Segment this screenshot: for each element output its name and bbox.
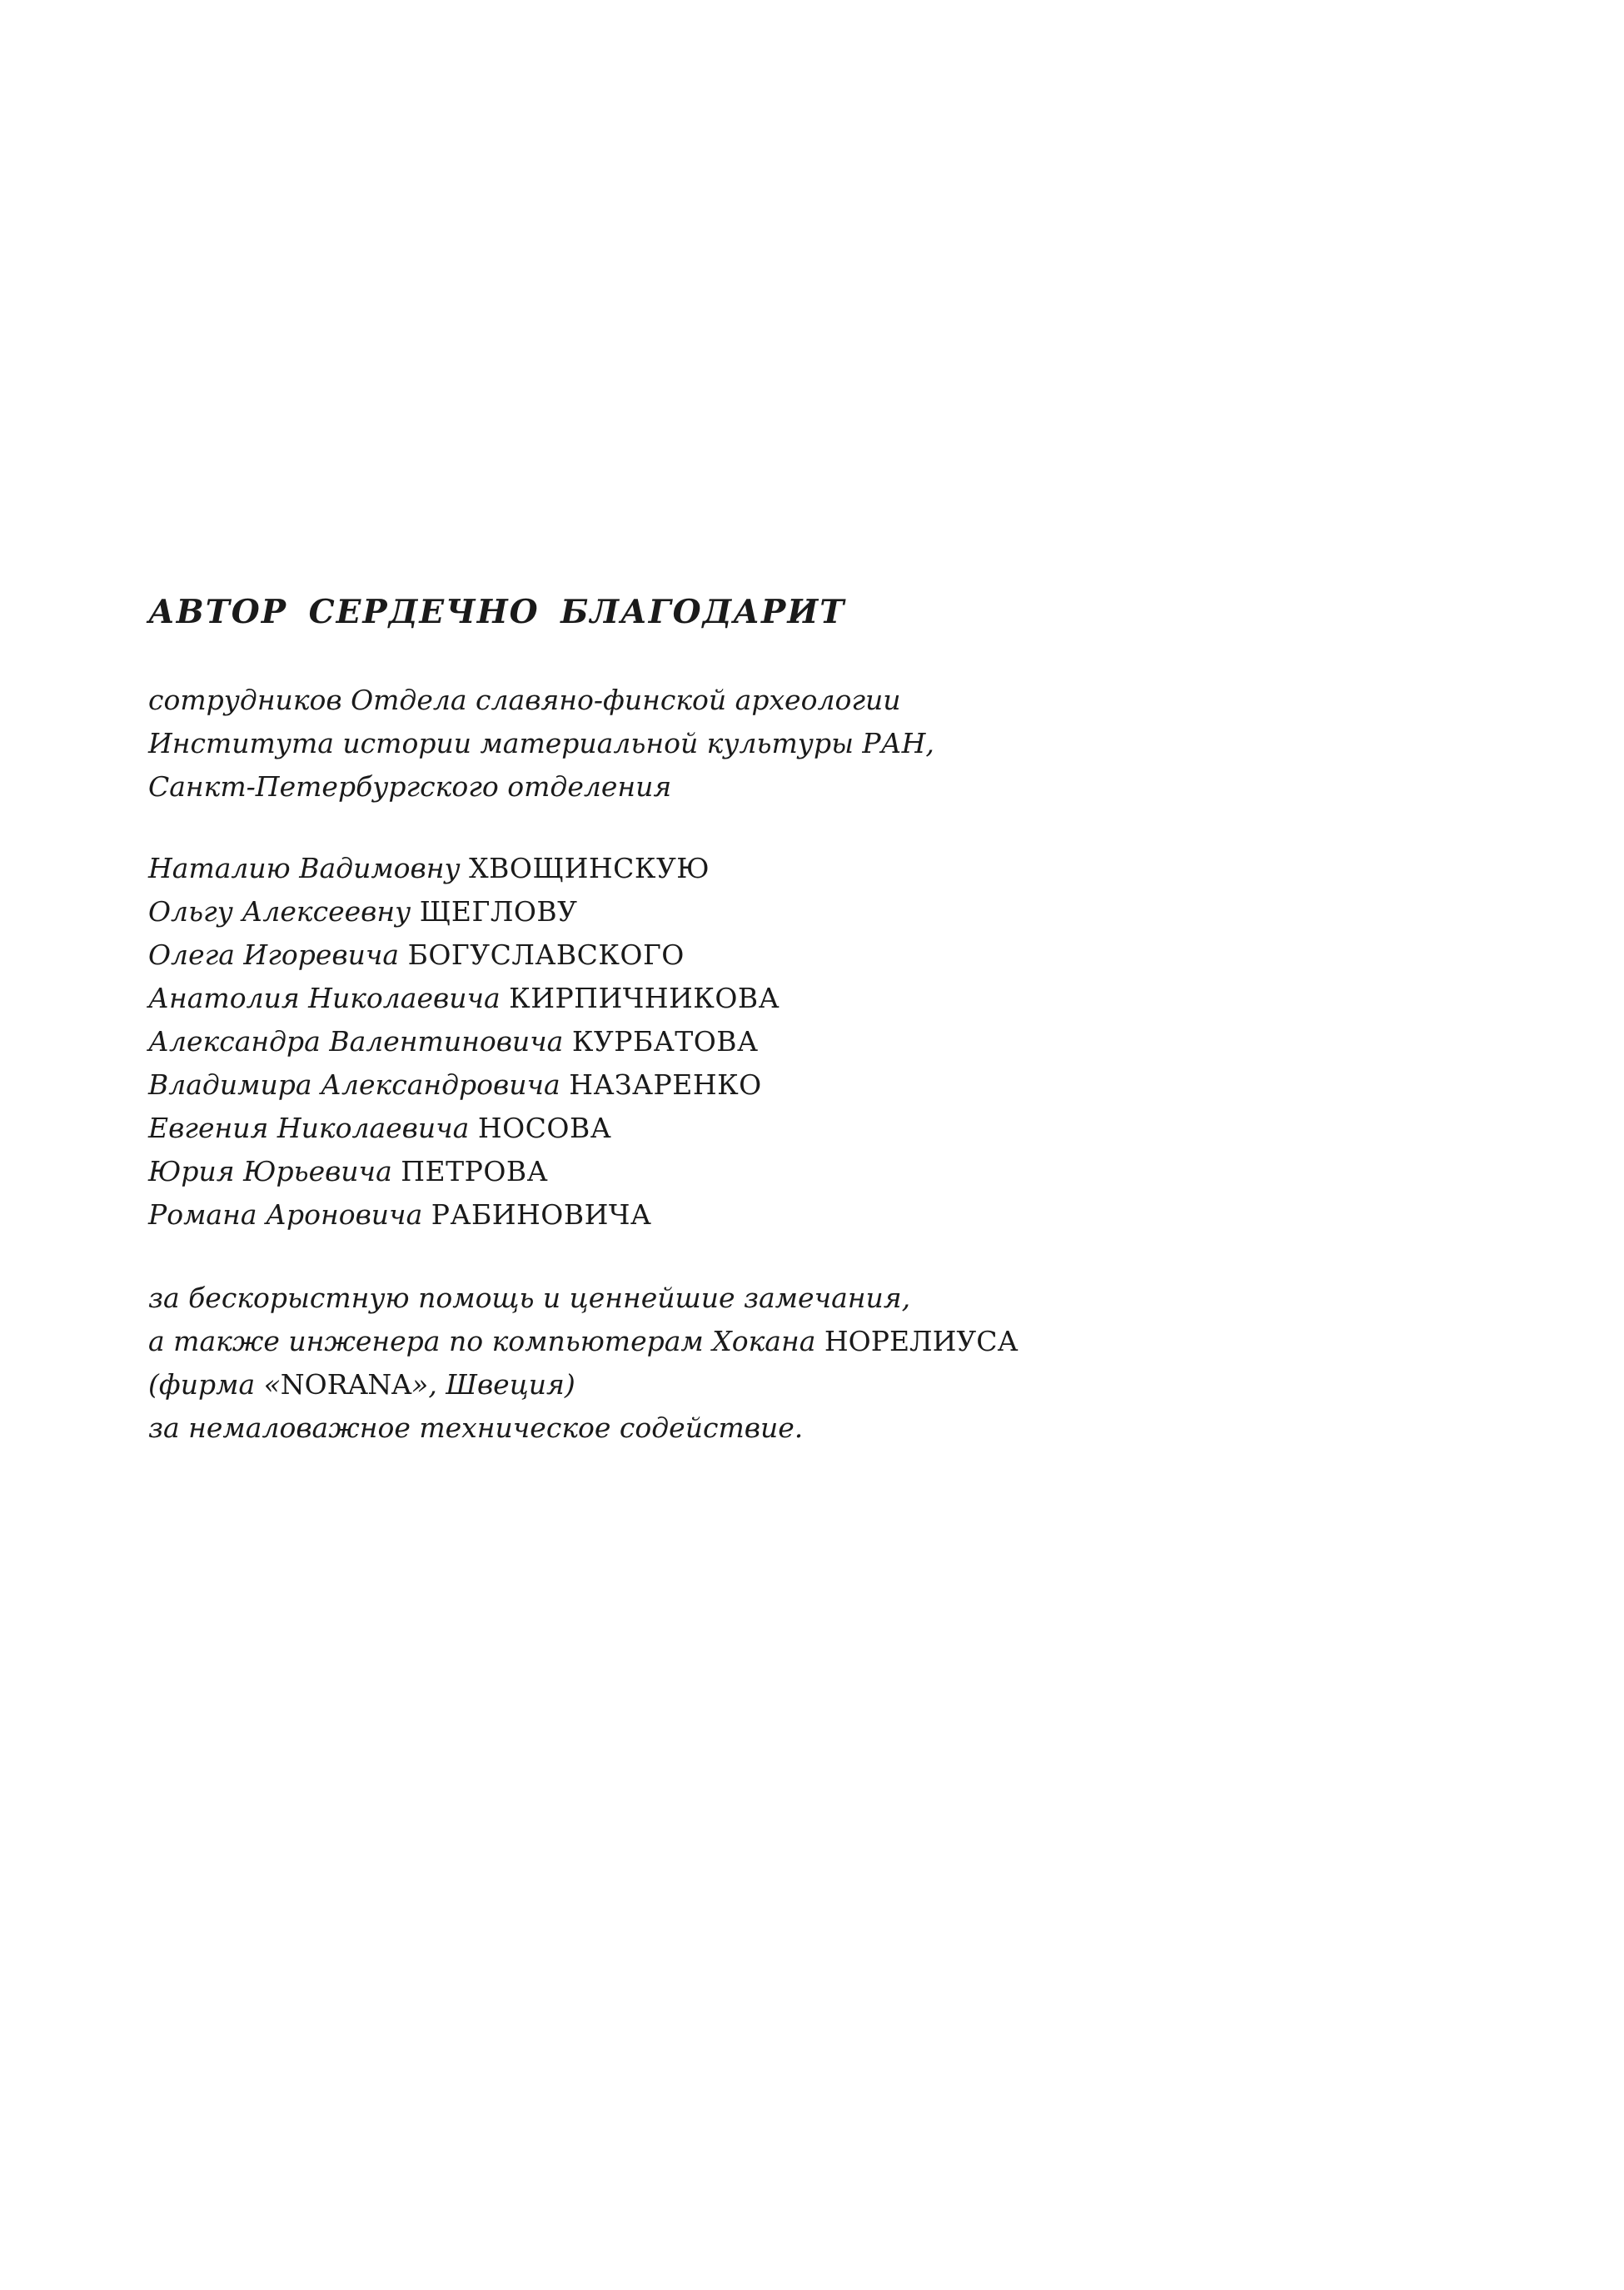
acknowledgements-block: [148, 587, 1397, 1450]
closing-paragraph: [148, 1277, 1397, 1450]
name-item: [148, 977, 1397, 1020]
surname: НОСОВА: [477, 1112, 612, 1144]
given-name: Ольгу Алексеевну: [148, 895, 411, 928]
closing-line-text: », Швеция): [411, 1368, 575, 1401]
surname: КИРПИЧНИКОВА: [509, 982, 780, 1014]
intro-paragraph: [148, 679, 1397, 809]
given-name: Юрия Юрьевича: [148, 1155, 392, 1187]
names-list: [148, 847, 1397, 1237]
given-name: Наталию Вадимовну: [148, 852, 461, 884]
given-name: Александра Валентиновича: [148, 1025, 564, 1058]
intro-line: Института истории материальной культуры РАН,: [148, 727, 934, 759]
closing-line: [148, 1363, 1397, 1406]
closing-line: [148, 1320, 1397, 1363]
intro-line: Санкт-Петербургского отделения: [148, 770, 672, 803]
engineer-surname: НОРЕЛИУСА: [824, 1325, 1019, 1357]
name-item: [148, 890, 1397, 933]
company-name: NORANA: [280, 1368, 412, 1401]
closing-line-text: (фирма «: [148, 1368, 281, 1401]
given-name: Романа Ароновича: [148, 1198, 423, 1231]
closing-line: за бескорыстную помощь и ценнейшие замечания,: [148, 1282, 911, 1314]
surname: ХВОЩИНСКУЮ: [469, 852, 710, 884]
intro-line: сотрудников Отдела славяно-финской археологии: [148, 684, 901, 716]
surname: ПЕТРОВА: [401, 1155, 549, 1187]
closing-line-text: а также инженера по компьютерам Хокана: [148, 1325, 816, 1357]
name-item: [148, 847, 1397, 890]
name-item: [148, 1063, 1397, 1107]
acknowledgements-heading: АВТОР СЕРДЕЧНО БЛАГОДАРИТ: [148, 593, 846, 631]
given-name: Владимира Александровича: [148, 1068, 560, 1101]
name-item: [148, 933, 1397, 977]
given-name: Евгения Николаевича: [148, 1112, 470, 1144]
name-item: [148, 1193, 1397, 1237]
surname: КУРБАТОВА: [571, 1025, 759, 1058]
surname: ЩЕГЛОВУ: [419, 895, 578, 928]
name-item: [148, 1150, 1397, 1193]
name-item: [148, 1107, 1397, 1150]
given-name: Олега Игоревича: [148, 938, 400, 971]
closing-line: за немаловажное техническое содействие.: [148, 1411, 804, 1444]
name-item: [148, 1020, 1397, 1063]
given-name: Анатолия Николаевича: [148, 982, 501, 1014]
surname: БОГУСЛАВСКОГО: [407, 938, 685, 971]
surname: РАБИНОВИЧА: [431, 1198, 652, 1231]
surname: НАЗАРЕНКО: [569, 1068, 762, 1101]
